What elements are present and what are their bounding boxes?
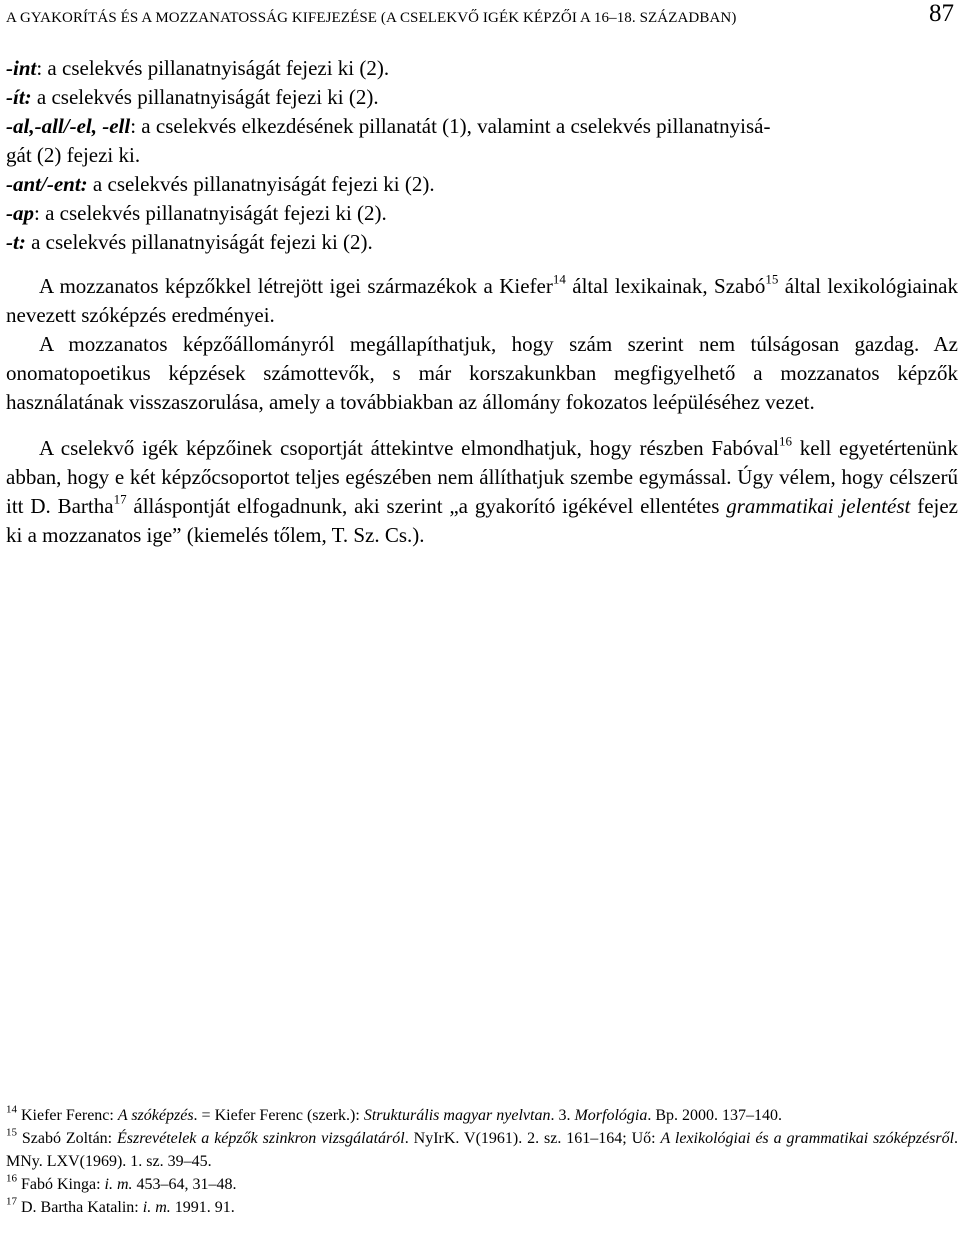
footnote-text: D. Bartha Katalin: xyxy=(17,1199,143,1216)
footnote-text: . = Kiefer Ferenc (szerk.): xyxy=(193,1107,364,1124)
suffix-item xyxy=(6,54,958,83)
footnote-number: 16 xyxy=(6,1172,17,1185)
footnote-text: Kiefer Ferenc: xyxy=(17,1107,118,1124)
suffix-description: : a cselekvés elkezdésének pillanatát (1), valamint a cselekvés pillanatnyisá- xyxy=(130,114,771,138)
footnote-ref-15[interactable]: 15 xyxy=(765,271,779,287)
paragraph-text: által lexikológiainak nevezett szóképzés eredményei. xyxy=(6,274,958,327)
page-number: 87 xyxy=(929,0,954,27)
footnote-title: A szóképzés xyxy=(117,1107,194,1124)
footnote-title: Észrevételek a képzők szinkron vizsgálatáról xyxy=(117,1130,405,1147)
paragraph-3 xyxy=(6,434,958,550)
paragraph-text: fejez ki a mozzanatos ige” (kiemelés tőlem, T. Sz. Cs.). xyxy=(6,494,958,547)
page-header xyxy=(6,0,954,32)
footnote-title: A lexikológiai és a grammatikai szóképzésről xyxy=(660,1130,955,1147)
footnotes xyxy=(6,1104,958,1219)
suffix-description: : a cselekvés pillanatnyiságát fejezi ki (2). xyxy=(34,201,387,225)
paragraph-text: A cselekvő igék képzőinek csoportját áttekintve elmondhatjuk, hogy részben Fabóval xyxy=(39,436,780,460)
footnote-title: Morfológia xyxy=(574,1107,648,1124)
footnote-text: . 3. xyxy=(550,1107,575,1124)
paragraph-text: által lexikainak, Szabó xyxy=(565,274,766,298)
footnote-text: . MNy. LXV(1969). 1. sz. 39–45. xyxy=(6,1130,959,1170)
paragraph-2: A mozzanatos képzőállományról megállapíthatjuk, hogy szám szerint nem túlságosan gazdag. Az onomatopoetikus képzések számottevők, s már korszakunkban megfigyelhető a mozzanatos képzők használatának visszaszorulása, amely a továbbiakban az állomány fokozatos leépüléséhez vezet. xyxy=(6,332,958,414)
footnote-15 xyxy=(6,1127,958,1173)
suffix-affix: -int xyxy=(6,56,37,80)
footnote-text: Szabó Zoltán: xyxy=(17,1130,118,1147)
footnote-ref-17[interactable]: 17 xyxy=(113,491,127,507)
footnote-number: 15 xyxy=(6,1126,17,1139)
paragraph-text: kell egyetértenünk abban, hogy e két képzőcsoportot teljes egészében nem állíthatjuk szembe egymással. Úgy vélem, hogy célszerű itt D. Bartha xyxy=(6,436,958,518)
footnote-number: 17 xyxy=(6,1195,17,1208)
footnote-title: Strukturális magyar nyelvtan xyxy=(363,1107,551,1124)
footnote-text: . NyIrK. V(1961). 2. sz. 161–164; Uő: xyxy=(404,1130,661,1147)
suffix-description: a cselekvés pillanatnyiságát fejezi ki (2). xyxy=(31,85,379,109)
suffix-item xyxy=(6,199,958,228)
suffix-affix: -ant/-ent: xyxy=(6,172,88,196)
footnote-text: 1991. 91. xyxy=(170,1199,235,1216)
footnote-ref-14[interactable]: 14 xyxy=(552,271,566,287)
paragraph-1 xyxy=(6,272,958,330)
main-text xyxy=(6,54,958,550)
paragraph-text: álláspontját elfogadnunk, aki szerint „a gyakorító igékével ellentétes xyxy=(126,494,727,518)
emphasized-term: grammatikai jelentést xyxy=(726,494,911,518)
footnote-title: i. m. xyxy=(104,1176,133,1193)
footnote-title: i. m. xyxy=(142,1199,171,1216)
suffix-item xyxy=(6,112,958,170)
suffix-item xyxy=(6,170,958,199)
footnote-text: 453–64, 31–48. xyxy=(132,1176,237,1193)
suffix-affix: -al,-all/-el, -ell xyxy=(6,114,131,138)
suffix-affix: -ap xyxy=(6,201,34,225)
suffix-item xyxy=(6,83,958,112)
footnote-14 xyxy=(6,1104,958,1127)
suffix-affix: -t: xyxy=(6,230,26,254)
suffix-description: a cselekvés pillanatnyiságát fejezi ki (2). xyxy=(87,172,435,196)
footnote-17 xyxy=(6,1196,958,1219)
suffix-item xyxy=(6,228,958,257)
suffix-affix: -ít: xyxy=(6,85,32,109)
suffix-description-continued: gát (2) fejezi ki. xyxy=(6,143,141,167)
suffix-description: a cselekvés pillanatnyiságát fejezi ki (2). xyxy=(25,230,373,254)
footnote-text: Fabó Kinga: xyxy=(17,1176,105,1193)
paragraph-text: A mozzanatos képzőkkel létrejött igei származékok a Kiefer xyxy=(39,274,553,298)
footnote-text: . Bp. 2000. 137–140. xyxy=(647,1107,783,1124)
running-head: A GYAKORÍTÁS ÉS A MOZZANATOSSÁG KIFEJEZÉSE (A CSELEKVŐ IGÉK KÉPZŐI A 16–18. SZÁZADBAN) xyxy=(6,10,737,26)
footnote-ref-16[interactable]: 16 xyxy=(779,433,793,449)
suffix-description: : a cselekvés pillanatnyiságát fejezi ki (2). xyxy=(36,56,390,80)
footnote-number: 14 xyxy=(6,1103,17,1116)
footnote-16 xyxy=(6,1173,958,1196)
